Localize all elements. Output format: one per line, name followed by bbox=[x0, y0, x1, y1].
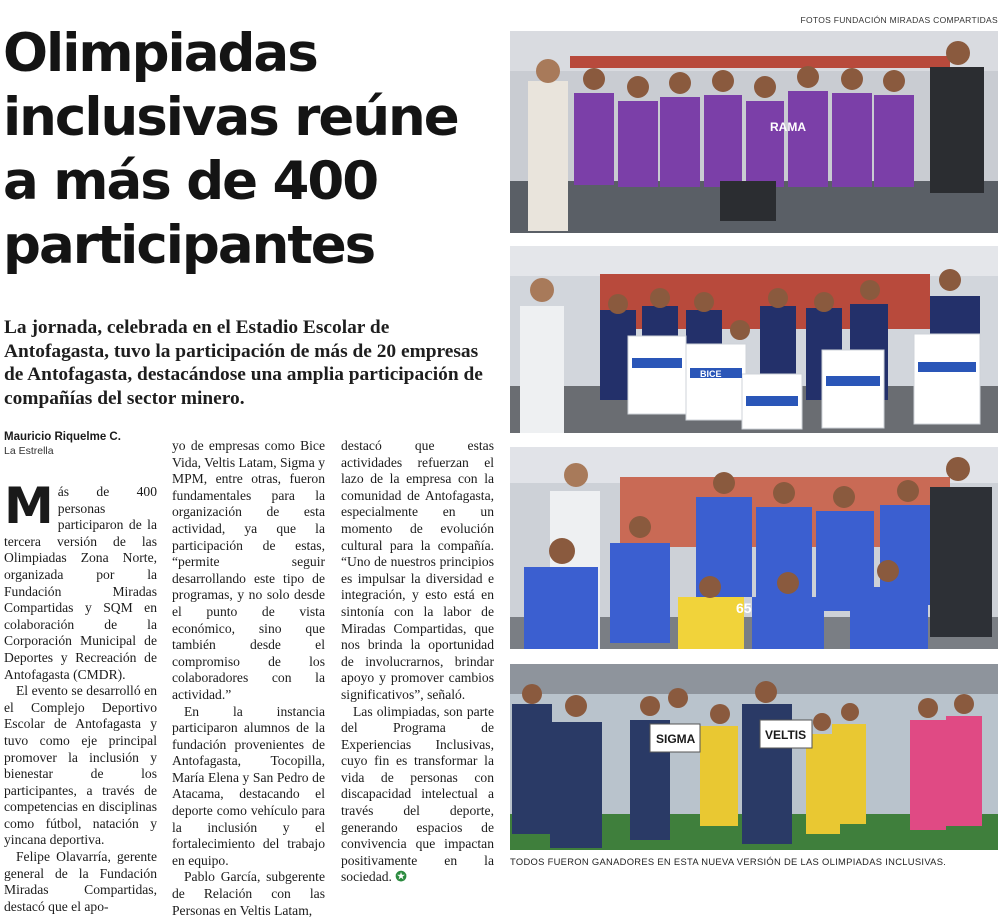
photo-shirt-number: 65 bbox=[736, 600, 752, 616]
byline-author: Mauricio Riquelme C. bbox=[4, 431, 121, 443]
photo-group-blue bbox=[510, 447, 998, 649]
photo-caption: TODOS FUERON GANADORES EN ESTA NUEVA VERSIÓN DE LAS OLIMPIADAS INCLUSIVAS. bbox=[510, 856, 947, 867]
body-paragraph: Pablo García, subgerente de Relación con las Personas en Veltis Latam, bbox=[172, 869, 325, 918]
body-paragraph: destacó que estas actividades refuerzan el lazo de la empresa con la comunidad de Antofagasta, especialmente en un momento de evolución cultural para la compañía. “Uno de nuestros principios es impulsar la diversidad e integración, y esto está en sintonía con la labor de Miradas Compartidas, que nos brinda la oportunidad de involucrarnos, brindar apoyo y promover cambios significativos”, señaló. bbox=[341, 438, 494, 702]
body-text: Las olimpiadas, son parte del Programa de Experiencias Inclusivas, cuyo fin es transformar la vida de personas con discapacidad intelectual a través del deporte, generando espacios de convivencia que impactan positivamente en la sociedad. bbox=[341, 703, 494, 885]
body-paragraph: yo de empresas como Bice Vida, Veltis Latam, Sigma y MPM, entre otras, fueron fundamentales para la organización de esta actividad, ya que la participación de estas, “permite seguir desarrollando este tipo de programas, y no solo desde el punto de vista económico, sino que también desde el compromiso de los colaboradores con la actividad.” bbox=[172, 438, 325, 702]
byline-publication: La Estrella bbox=[4, 445, 54, 457]
photo-credit: FOTOS FUNDACIÓN MIRADAS COMPARTIDAS bbox=[800, 15, 998, 25]
body-paragraph: El evento se desarrolló en el Complejo Deportivo Escolar de Antofagasta y tuvo como eje principal promover la inclusión y bienestar de los participantes, a través de competencias en disciplinas como fútbol, natación y yincana deportiva. bbox=[4, 683, 157, 848]
photo-group-field bbox=[510, 664, 998, 850]
body-paragraph bbox=[4, 477, 157, 683]
body-text: ás de 400 personas participaron de la tercera versión de las Olimpiadas Zona Norte, organizada por la Fundación Miradas Compartidas y SQM en colaboración de la Corporación Municipal de Deportes y Recreación de Antofagasta (CMDR). bbox=[4, 484, 157, 682]
deck: La jornada, celebrada en el Estadio Escolar de Antofagasta, tuvo la participación de más de 20 empresas de Antofagasta, destacándose una amplia participación de compañías del sector minero. bbox=[4, 317, 483, 409]
photo-group-purple bbox=[510, 31, 998, 233]
body-column-1 bbox=[4, 477, 157, 915]
body-paragraph: En la instancia participaron alumnos de la fundación provenientes de Antofagasta, Tocopilla, María Elena y San Pedro de Atacama, destacando el deporte como vehículo para la inclusión y el fortalecimiento del trabajo en equipo. bbox=[172, 703, 325, 868]
dropcap: M bbox=[4, 477, 54, 535]
body-column-3 bbox=[341, 438, 494, 886]
end-mark-icon: ✪ bbox=[395, 869, 407, 885]
photo-group-bice bbox=[510, 246, 998, 433]
byline bbox=[4, 431, 184, 457]
body-paragraph: Felipe Olavarría, gerente general de la Fundación Miradas Compartidas, destacó que el apo- bbox=[4, 849, 157, 914]
headline: Olimpiadas inclusivas reúne a más de 400 participantes bbox=[3, 23, 458, 276]
photo-sign-veltis: VELTIS bbox=[765, 728, 807, 742]
body-column-2 bbox=[172, 438, 325, 919]
photo-sign-sigma: SIGMA bbox=[656, 732, 696, 746]
body-paragraph bbox=[341, 704, 494, 887]
photo-sign-rama: RAMA bbox=[770, 120, 806, 134]
photo-sign-bice: BICE bbox=[700, 369, 722, 379]
